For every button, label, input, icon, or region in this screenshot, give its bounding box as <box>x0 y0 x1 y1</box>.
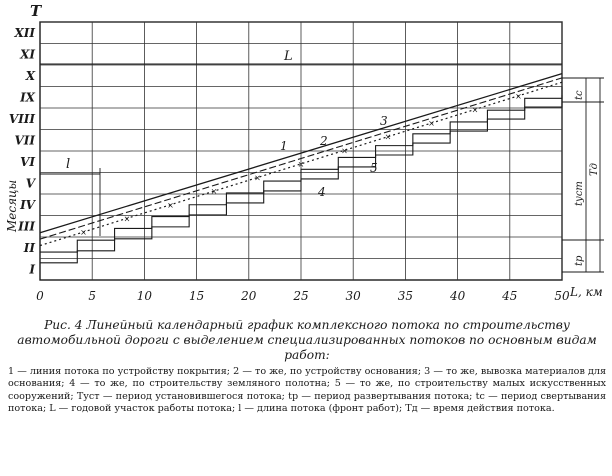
cross-marker: × <box>471 105 479 115</box>
y-tick-label: IV <box>20 197 35 212</box>
x-tick-label: 50 <box>554 289 570 303</box>
dimension-tc-label: tс <box>574 90 585 100</box>
cross-marker: × <box>428 119 435 129</box>
x-tick-label: 25 <box>293 289 309 303</box>
y-tick-label: II <box>23 240 35 255</box>
y-tick-label: X <box>25 68 35 83</box>
x-tick-label: 35 <box>397 289 414 303</box>
y-tick-label: VII <box>14 133 35 148</box>
x-tick-label: 45 <box>502 289 518 303</box>
caption-title: Рис. 4 Линейный календарный график комплексного потока по строительству автомобильной дороги с выделением специализированных потоков по основным видам работ: <box>17 318 597 362</box>
y-tick-label: III <box>18 219 35 234</box>
x-tick-labels <box>36 289 570 303</box>
y-tick-label: VI <box>20 154 35 169</box>
figure-caption <box>8 318 606 416</box>
y-tick-label: XII <box>14 25 35 40</box>
line-number-label: 5 <box>370 161 378 175</box>
x-tick-label: 10 <box>136 289 153 303</box>
y-axis-symbol: T <box>30 2 42 20</box>
x-tick-label: 40 <box>449 289 466 303</box>
x-tick-label: 5 <box>88 289 97 303</box>
y-tick-labels <box>9 26 37 277</box>
y-tick-label: XI <box>20 47 35 62</box>
dimension-l-label: l <box>66 157 71 172</box>
x-tick-label: 20 <box>241 289 257 303</box>
cross-marker: × <box>123 214 131 224</box>
x-tick-label: 0 <box>36 289 44 303</box>
line-number-label: 2 <box>320 134 328 148</box>
dimension-tr-label: tр <box>574 255 585 266</box>
cross-marker: × <box>341 146 348 156</box>
dimension-Td-label: Тд <box>589 162 600 176</box>
cross-marker: × <box>80 227 87 237</box>
y-tick-label: V <box>25 176 35 191</box>
cross-marker: × <box>515 91 522 101</box>
x-axis-label: L, км <box>570 285 603 299</box>
y-tick-label: I <box>29 262 35 277</box>
dimension-L-label: L <box>284 49 293 64</box>
cross-marker: × <box>384 132 392 142</box>
y-tick-label: VIII <box>8 111 35 126</box>
y-tick-label: IX <box>20 90 35 105</box>
cross-marker: × <box>167 200 174 210</box>
cross-marker: × <box>254 173 261 183</box>
x-tick-label: 30 <box>345 289 361 303</box>
dimension-ty-label: tуст <box>574 181 585 206</box>
grid <box>40 22 562 280</box>
cross-marker: × <box>297 159 305 169</box>
y-axis-label: Месяцы <box>5 179 19 232</box>
line-number-label: 4 <box>318 185 326 199</box>
cross-marker: × <box>210 187 218 197</box>
caption-legend: 1 — линия потока по устройству покрытия; 2 — то же, по устройству основания; 3 — то же, вывозка материалов для основания; 4 — то же, по строительству земляного полотна; 5 — то же, по строительству малых искусственных сооружений; Туст — период установившегося потока; tр — период развертывания потока; tс — период свертывания потока; L — годовой участок работы потока; l — длина потока (фронт работ); Тд — время действия потока. <box>8 366 606 415</box>
line-number-label: 3 <box>380 114 388 128</box>
line-number-label: 1 <box>280 139 288 153</box>
x-tick-label: 15 <box>188 289 205 303</box>
